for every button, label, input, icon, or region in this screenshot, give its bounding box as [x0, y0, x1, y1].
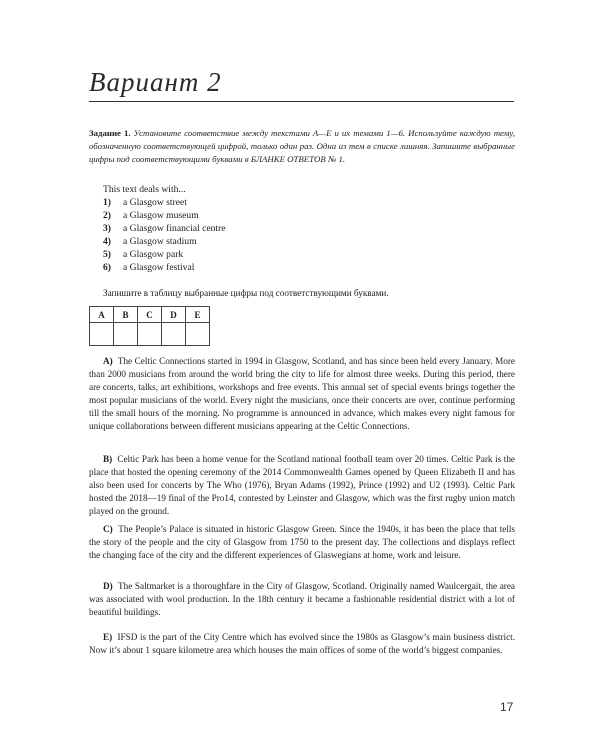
answer-cell-a[interactable]: [90, 323, 114, 346]
topic-option: 5) a Glasgow park: [103, 249, 184, 260]
answer-letter-e: E: [186, 307, 210, 323]
table-instruction: Запишите в таблицу выбранные цифры под соответствующими буквами.: [103, 288, 389, 298]
task-label: Задание 1.: [89, 128, 131, 138]
answer-cell-e[interactable]: [186, 323, 210, 346]
answer-table-input-row: [90, 323, 210, 346]
text-b: B) Celtic Park has been a home venue for the Scotland national football team over 20 times. Celtic Park is the place that hosted the opening ceremony of the 2014 Commonwealth Games opened by Queen Elizabeth II and has also been used for concerts by The Who (1976), Bryan Adams (1992), Prince (1992) and U2 (1993). Celtic Park hosted the 2018—19 final of the Pro14, contested by Leinster and Glasgow, which was the first rugby union match played on the ground.: [89, 454, 516, 516]
topic-option: 2) a Glasgow museum: [103, 210, 199, 221]
topic-option: 6) a Glasgow festival: [103, 262, 195, 273]
text-a: A) The Celtic Connections started in 1994 in Glasgow, Scotland, and has since been held every January. More than 2000 musicians from around the world bring the city to life for almost three weeks. During this period, there are concerts, talks, art exhibitions, workshops and free events. This annual set of special events brings together the most popular musicians of the world. Every night the musicians, once their concerts are over, continue performing till the small hours of the morning. No programme is announced in advance, which makes every night famous for unique collaborations between different musicians appearing at the Celtic Connections.: [89, 356, 515, 431]
answer-cell-c[interactable]: [138, 323, 162, 346]
topic-option: 4) a Glasgow stadium: [103, 236, 197, 247]
task-instructions: [89, 127, 515, 166]
text-e: E) IFSD is the part of the City Centre which has evolved since the 1980s as Glasgow’s main business district. Now it’s about 1 square kilometre area which houses the main offices of some of the world’s biggest companies.: [89, 632, 515, 655]
variant-title: Вариант 2: [89, 67, 222, 97]
topic-option: 3) a Glasgow financial centre: [103, 223, 226, 234]
answer-table-header-row: [90, 307, 210, 323]
page-number: 17: [500, 700, 514, 714]
answer-table: [89, 306, 210, 346]
text-d: D) The Saltmarket is a thoroughfare in the City of Glasgow, Scotland. Originally named Waulcergait, the area was associated with wool production. In the 18th century it became a fashionable residential district with a lot of beautiful buildings.: [89, 581, 515, 617]
answer-letter-c: C: [138, 307, 162, 323]
title-underline: [89, 101, 514, 102]
topic-option: 1) a Glasgow street: [103, 197, 187, 208]
answer-letter-b: B: [114, 307, 138, 323]
answer-letter-a: A: [90, 307, 114, 323]
answer-cell-b[interactable]: [114, 323, 138, 346]
text-c: C) The People’s Palace is situated in historic Glasgow Green. Since the 1940s, it has been the place that tells the story of the people and the city of Glasgow from 1750 to the present day. The collections and displays reflect the changing face of the city and the different experiences of Glaswegians at home, work and leisure.: [89, 524, 516, 560]
task-text: Установите соответствие между текстами A—E и их темами 1—6. Используйте каждую тему, обозначенную соответствующей цифрой, только один раз. Одна из тем в списке лишняя. Запишите выбранные цифры под соответствующими буквами в БЛАНКЕ ОТВЕТОВ № 1.: [89, 128, 516, 164]
answer-cell-d[interactable]: [162, 323, 186, 346]
deals-with-prompt: This text deals with...: [103, 184, 186, 195]
answer-letter-d: D: [162, 307, 186, 323]
topic-options-list: [103, 196, 226, 274]
